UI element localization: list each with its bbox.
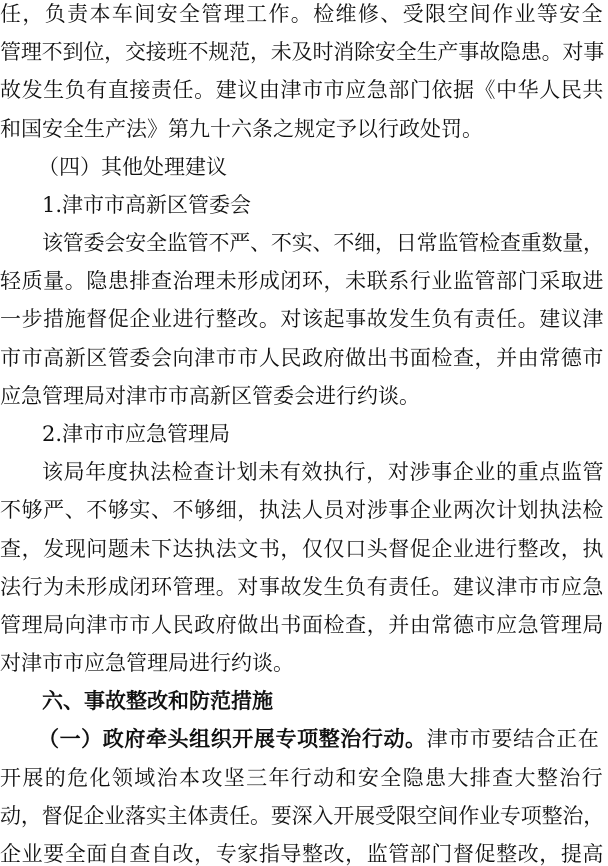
subsection-heading: 2.津市市应急管理局: [42, 422, 231, 446]
paragraph-line: 任，负责本车间安全管理工作。检维修、受限空间作业等安全: [0, 2, 604, 26]
paragraph-line: 企业要全面自查自改，专家指导整改，监管部门督促整改，提高: [0, 842, 604, 866]
section-heading: （四）其他处理建议: [38, 155, 227, 179]
paragraph-line: 该局年度执法检查计划未有效执行，对涉事企业的重点监管: [42, 460, 605, 484]
paragraph-line: 应急管理局对津市市高新区管委会进行约谈。: [0, 384, 420, 408]
paragraph-line: 轻质量。隐患排查治理未形成闭环，未联系行业监管部门采取进: [0, 269, 604, 293]
subsection-heading: 1.津市市高新区管委会: [42, 193, 252, 217]
bold-lead-text: （一）政府牵头组织开展专项整治行动。: [38, 726, 427, 751]
paragraph-line: 管理不到位，交接班不规范，未及时消除安全生产事故隐患。对事: [0, 40, 605, 64]
paragraph-line: 不够严、不够实、不够细，执法人员对涉事企业两次计划执法检: [0, 498, 604, 522]
paragraph-line: 开展的危化领域治本攻坚三年行动和安全隐患大排查大整治行: [0, 766, 604, 790]
paragraph-line: 市市高新区管委会向津市市人民政府做出书面检查，并由常德市: [0, 346, 604, 370]
paragraph-line: 动，督促企业落实主体责任。要深入开展受限空间作业专项整治，: [0, 804, 605, 828]
paragraph-text: 津市市要结合正在: [426, 727, 600, 751]
paragraph-line: 故发生负有直接责任。建议由津市市应急部门依据《中华人民共: [0, 78, 604, 102]
paragraph-line: 一步措施督促企业进行整改。对该起事故发生负有责任。建议津: [0, 307, 604, 331]
paragraph-line: 法行为未形成闭环管理。对事故发生负有责任。建议津市市应急: [0, 575, 604, 599]
paragraph-line: [0, 727, 608, 751]
paragraph-line: 和国安全生产法》第九十六条之规定予以行政处罚。: [0, 117, 483, 141]
paragraph-line: 对津市市应急管理局进行约谈。: [0, 651, 294, 675]
paragraph-line: 查，发现问题未下达执法文书，仅仅口头督促企业进行整改，执: [0, 537, 604, 561]
paragraph-line: 管理局向津市市人民政府做出书面检查，并由常德市应急管理局: [0, 613, 604, 637]
chapter-heading: 六、事故整改和防范措施: [42, 688, 273, 713]
paragraph-line: 该管委会安全监管不严、不实、不细，日常监管检查重数量，: [42, 231, 604, 255]
